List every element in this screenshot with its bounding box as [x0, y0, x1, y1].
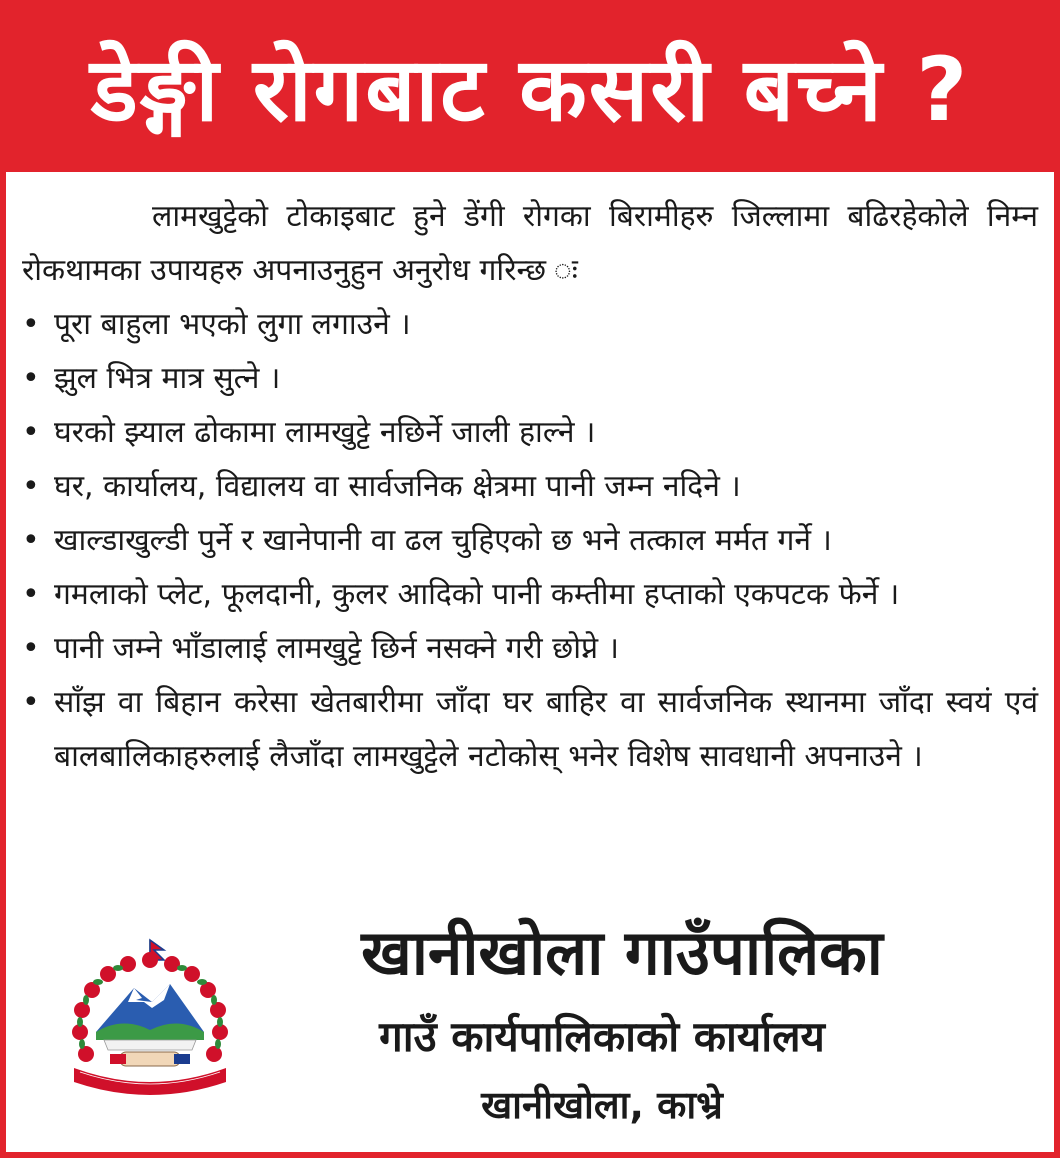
bullet-icon: •	[22, 415, 40, 450]
list-item-text: झुल भित्र मात्र सुत्ने ।	[54, 361, 281, 396]
bullet-icon: •	[22, 523, 40, 558]
bullet-icon: •	[22, 685, 40, 720]
list-item	[22, 460, 1038, 514]
page-title: डेङ्गी रोगबाट कसरी बच्ने ?	[90, 38, 970, 141]
office-name: गाउँ कार्यपालिकाको कार्यालय	[379, 1012, 825, 1061]
nepal-government-emblem-icon	[52, 936, 248, 1106]
list-item	[22, 352, 1038, 406]
notice-body	[22, 190, 1038, 784]
list-item-text: खाल्डाखुल्डी पुर्ने र खानेपानी वा ढल चुहिएको छ भने तत्काल मर्मत गर्ने ।	[54, 523, 832, 558]
list-item	[22, 298, 1038, 352]
list-item-text: साँझ वा बिहान करेसा खेतबारीमा जाँदा घर बाहिर वा सार्वजनिक स्थानमा जाँदा स्वयं एवं बालबालिकाहरुलाई लैजाँदा लामखुट्टेले नटोकोस् भनेर विशेष सावधानी अपनाउने ।	[54, 685, 1038, 774]
intro-paragraph: लामखुट्टेको टोकाइबाट हुने डेंगी रोगका बिरामीहरु जिल्लामा बढिरहेकोले निम्न रोकथामका उपायहरु अपनाउनुहुन अनुरोध गरिन्छ ः	[22, 199, 1038, 288]
bullet-icon: •	[22, 307, 40, 342]
office-location: खानीखोला, काभ्रे	[481, 1083, 723, 1127]
list-item	[22, 676, 1038, 784]
header-banner	[0, 0, 1060, 172]
bullet-icon: •	[22, 469, 40, 504]
prevention-list	[22, 298, 1038, 784]
bullet-icon: •	[22, 631, 40, 666]
list-item-text: गमलाको प्लेट, फूलदानी, कुलर आदिको पानी कम्तीमा हप्ताको एकपटक फेर्ने ।	[54, 577, 900, 612]
bullet-icon: •	[22, 361, 40, 396]
list-item	[22, 622, 1038, 676]
list-item-text: पूरा बाहुला भएको लुगा लगाउने ।	[54, 307, 411, 342]
list-item-text: पानी जम्ने भाँडालाई लामखुट्टे छिर्न नसक्ने गरी छोप्ने ।	[54, 631, 619, 666]
list-item	[22, 568, 1038, 622]
bullet-icon: •	[22, 577, 40, 612]
list-item-text: घर, कार्यालय, विद्यालय वा सार्वजनिक क्षेत्रमा पानी जम्न नदिने ।	[54, 469, 741, 504]
list-item-text: घरको झ्याल ढोकामा लामखुट्टे नछिर्ने जाली हाल्ने ।	[54, 415, 596, 450]
list-item	[22, 406, 1038, 460]
list-item	[22, 514, 1038, 568]
org-name: खानीखोला गाउँपालिका	[361, 916, 883, 989]
